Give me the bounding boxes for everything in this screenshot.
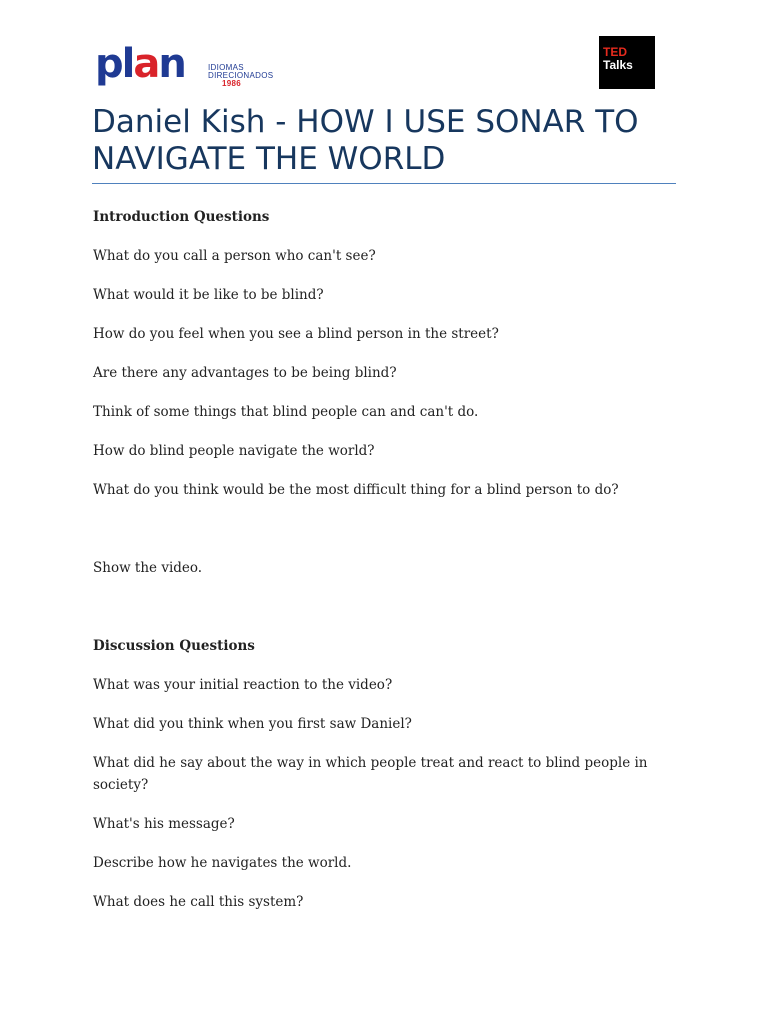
- plan-tagline-line1: IDIOMAS: [208, 63, 244, 72]
- discussion-question-5: Describe how he navigates the world.: [93, 855, 352, 871]
- ted-talks-logo: [599, 36, 655, 89]
- intro-question-3: How do you feel when you see a blind person in the street?: [93, 326, 499, 342]
- ted-logo-text: TED: [603, 45, 627, 59]
- document-body: [93, 206, 673, 930]
- discussion-question-4: What's his message?: [93, 816, 235, 832]
- intro-question-2: What would it be like to be blind?: [93, 287, 324, 303]
- document-title: Daniel Kish - HOW I USE SONAR TO NAVIGATE THE WORLD: [92, 104, 639, 177]
- show-video-instruction: Show the video.: [93, 560, 203, 576]
- intro-question-1: What do you call a person who can't see?: [93, 248, 376, 264]
- talks-logo-text: Talks: [603, 58, 633, 72]
- plan-tagline: [208, 64, 273, 88]
- discussion-heading: Discussion Questions: [93, 638, 255, 654]
- intro-question-6: How do blind people navigate the world?: [93, 443, 375, 459]
- plan-logo: [95, 42, 290, 87]
- intro-question-5: Think of some things that blind people can and can't do.: [93, 404, 479, 420]
- plan-year: 1986: [222, 79, 241, 88]
- discussion-question-6: What does he call this system?: [93, 894, 304, 910]
- intro-question-7: What do you think would be the most difficult thing for a blind person to do?: [93, 482, 619, 498]
- title-divider: [92, 183, 676, 184]
- discussion-question-2: What did you think when you first saw Daniel?: [93, 716, 412, 732]
- plan-tagline-line2: DIRECIONADOS: [208, 71, 274, 80]
- plan-wordmark: plan: [95, 41, 185, 87]
- discussion-question-3: What did he say about the way in which people treat and react to blind people in society?: [93, 755, 648, 793]
- intro-question-4: Are there any advantages to be being blind?: [93, 365, 397, 381]
- intro-heading: Introduction Questions: [93, 209, 270, 225]
- discussion-question-1: What was your initial reaction to the video?: [93, 677, 393, 693]
